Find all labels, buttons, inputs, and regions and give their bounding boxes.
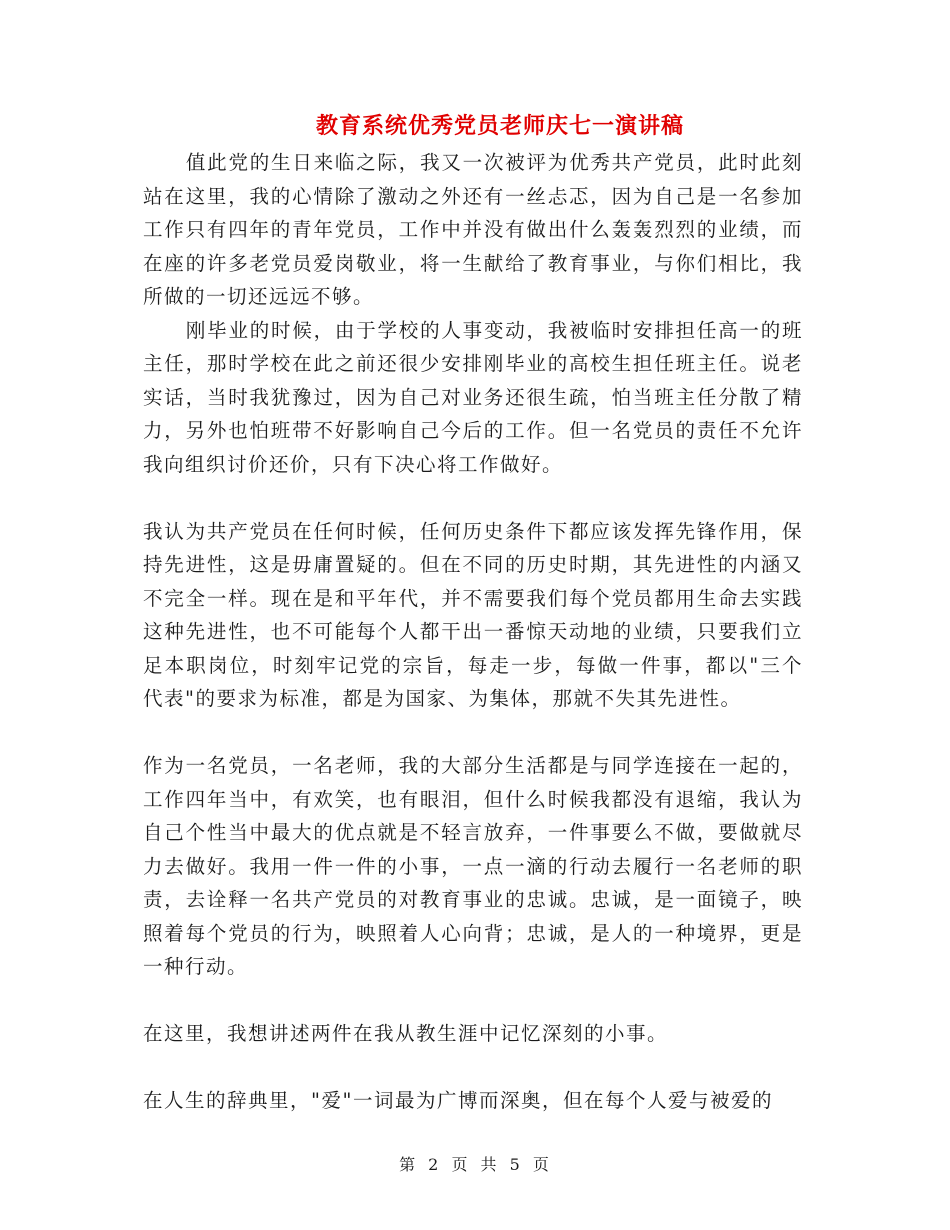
paragraph: 刚毕业的时候，由于学校的人事变动，我被临时安排担任高一的班主任，那时学校在此之前还很少安排刚毕业的高校生担任班主任。说老实话，当时我犹豫过，因为自己对业务还很生疏，怕当班主任分散了精力，另外也怕班带不好影响自己今后的工作。但一名党员的责任不允许我向组织讨价还价，只有下决心将工作做好。 — [143, 318, 803, 476]
paragraph-gap — [143, 1051, 803, 1085]
paragraph-gap — [143, 716, 803, 750]
document-title: 教育系统优秀党员老师庆七一演讲稿 — [315, 113, 684, 139]
page-footer: 第 2 页 共 5 页 — [399, 1155, 551, 1174]
paragraph: 在这里，我想讲述两件在我从教生涯中记忆深刻的小事。 — [143, 1022, 669, 1045]
document-body — [143, 146, 803, 1118]
paragraph: 在人生的辞典里，"爱"一词最为广博而深奥，但在每个人爱与被爱的 — [143, 1089, 773, 1112]
paragraph-gap — [143, 984, 803, 1018]
paragraph: 作为一名党员，一名老师，我的大部分生活都是与同学连接在一起的，工作四年当中，有欢笑，也有眼泪，但什么时候我都没有退缩，我认为自己个性当中最大的优点就是不轻言放弃，一件事要么不做，要做就尽力去做好。我用一件一件的小事，一点一滴的行动去履行一名老师的职责，去诠释一名共产党员的对教育事业的忠诚。忠诚，是一面镜子，映照着每个党员的行为，映照着人心向背；忠诚，是人的一种境界，更是一种行动。 — [143, 754, 803, 978]
paragraph-gap — [143, 481, 803, 515]
paragraph: 我认为共产党员在任何时候，任何历史条件下都应该发挥先锋作用，保持先进性，这是毋庸置疑的。但在不同的历史时期，其先进性的内涵又不完全一样。现在是和平年代，并不需要我们每个党员都用生命去实践这种先进性，也不可能每个人都干出一番惊天动地的业绩，只要我们立足本职岗位，时刻牢记党的宗旨，每走一步，每做一件事，都以"三个代表"的要求为标准，都是为国家、为集体，那就不失其先进性。 — [143, 519, 803, 710]
paragraph: 值此党的生日来临之际，我又一次被评为优秀共产党员，此时此刻站在这里，我的心情除了激动之外还有一丝忐忑，因为自己是一名参加工作只有四年的青年党员，工作中并没有做出什么轰轰烈烈的业绩，而在座的许多老党员爱岗敬业，将一生献给了教育事业，与你们相比，我所做的一切还远远不够。 — [143, 151, 803, 308]
